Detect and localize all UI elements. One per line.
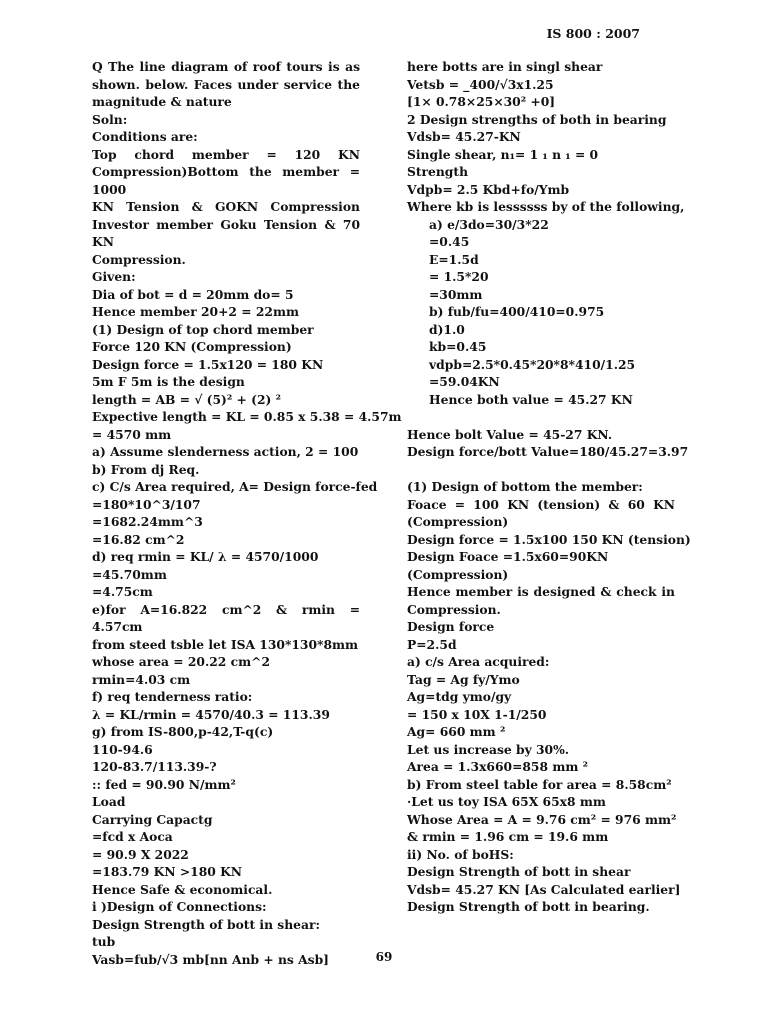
text-line: Design Strength of bott in shear xyxy=(407,864,631,879)
text-line: Strength xyxy=(407,164,469,179)
text-line: Expective length = KL = 0.85 x 5.38 = 4.57m xyxy=(92,409,402,424)
text-line: 120-83.7/113.39-? xyxy=(92,759,217,774)
text-line: Hence member is designed & check in xyxy=(407,584,675,599)
text-line: Compression. xyxy=(407,601,501,617)
text-line: Vdsb= 45.27-KN xyxy=(407,129,521,144)
text-line: = 4570 mm xyxy=(92,426,172,442)
text-line: Design force/bott Value=180/45.27=3.97 xyxy=(407,444,689,459)
text-line: Carrying Capactg xyxy=(92,811,213,827)
text-line: d)1.0 xyxy=(429,321,465,337)
text-line: Design force xyxy=(407,619,495,634)
page-header: IS 800 : 2007 xyxy=(546,26,640,41)
text-line: =30mm xyxy=(429,286,483,302)
text-line: = 90.9 X 2022 xyxy=(92,846,189,862)
text-line: Vdpb= 2.5 Kbd+fo/Ymb xyxy=(407,181,570,197)
text-line: length = AB = √ (5)² + (2) ² xyxy=(92,391,281,407)
text-line: c) C/s Area required, A= Design force-fed xyxy=(92,479,378,494)
text-line: Compression)Bottom the member = 1000 xyxy=(92,164,360,197)
text-line: Ag=tdg ymo/gy xyxy=(407,689,512,704)
text-line: =fcd x Aoca xyxy=(92,829,173,844)
text-line: 2 Design strengths of both in bearing xyxy=(407,111,667,127)
text-line: & rmin = 1.96 cm = 19.6 mm xyxy=(407,829,609,844)
text-line: tub xyxy=(92,934,116,949)
text-line: Hence bolt Value = 45-27 KN. xyxy=(407,426,613,442)
text-line: λ = KL/rmin = 4570/40.3 = 113.39 xyxy=(92,706,330,722)
right-column xyxy=(407,58,691,916)
text-line: Design Strength of bott in shear: xyxy=(92,916,320,932)
text-line: Let us increase by 30%. xyxy=(407,741,570,757)
text-line: Hence both value = 45.27 KN xyxy=(429,391,633,407)
text-line: E=1.5d xyxy=(429,251,479,267)
text-line: =16.82 cm^2 xyxy=(92,531,185,547)
text-line: =45.70mm xyxy=(92,566,167,582)
text-line: (Compression) xyxy=(407,514,509,529)
text-line: Design force = 1.5x100 150 KN (tension) xyxy=(407,531,691,547)
text-line: Load xyxy=(92,794,126,809)
text-line: Whose Area = A = 9.76 cm² = 976 mm² xyxy=(407,811,677,827)
text-line: whose area = 20.22 cm^2 xyxy=(92,654,271,669)
text-line: Design Strength of bott in bearing. xyxy=(407,899,650,914)
text-line: Investor member Goku Tension & 70 KN xyxy=(92,216,360,249)
text-line: Vetsb = _400/√3x1.25 xyxy=(407,76,554,92)
text-line: Area = 1.3x660=858 mm ² xyxy=(407,759,589,774)
text-line: i )Design of Connections: xyxy=(92,899,267,914)
text-line: [1× 0.78×25×30² +0] xyxy=(407,94,556,109)
text-line: :: fed = 90.90 N/mm² xyxy=(92,776,236,792)
text-line: Tag = Ag fy/Ymo xyxy=(407,671,520,687)
text-line: a) e/3do=30/3*22 xyxy=(429,216,549,232)
text-line: Foace = 100 KN (tension) & 60 KN xyxy=(407,496,675,512)
text-line: ii) No. of boHS: xyxy=(407,846,514,862)
text-line: 110-94.6 xyxy=(92,741,153,757)
text-line: g) from IS-800,p-42,T-q(c) xyxy=(92,724,274,739)
text-line: f) req tenderness ratio: xyxy=(92,689,253,704)
text-line: P=2.5d xyxy=(407,636,457,652)
text-line: Where kb is lessssss by of the following, xyxy=(407,199,685,214)
text-line xyxy=(407,461,675,479)
text-line: =4.75cm xyxy=(92,584,153,599)
text-line: a) Assume slenderness action, 2 = 100 xyxy=(92,444,359,459)
text-line: b) From steel table for area = 8.58cm² xyxy=(407,776,672,792)
text-line xyxy=(407,408,675,426)
text-line: b) From dj Req. xyxy=(92,461,200,477)
text-line: (1) Design of top chord member xyxy=(92,321,314,337)
text-line: =59.04KN xyxy=(429,374,500,389)
text-line: Vasb=fub/√3 mb[nn Anb + ns Asb] xyxy=(92,951,330,967)
text-line: (1) Design of bottom the member: xyxy=(407,479,643,494)
text-line: =0.45 xyxy=(429,234,470,249)
text-line: Q The line diagram of roof tours is as xyxy=(92,59,360,74)
text-line: b) fub/fu=400/410=0.975 xyxy=(429,304,605,319)
text-line: = 1.5*20 xyxy=(429,269,489,284)
text-line: Given: xyxy=(92,269,136,284)
text-line: vdpb=2.5*0.45*20*8*410/1.25 xyxy=(429,356,636,372)
text-line: Soln: xyxy=(92,111,128,127)
text-line: rmin=4.03 cm xyxy=(92,671,191,687)
text-line: KN Tension & GOKN Compression xyxy=(92,199,360,214)
text-line: 5m F 5m is the design xyxy=(92,374,245,389)
text-line: =183.79 KN >180 KN xyxy=(92,864,243,879)
text-line: Compression. xyxy=(92,251,186,267)
text-line: ·Let us toy ISA 65X 65x8 mm xyxy=(407,794,606,809)
text-line: Design Foace =1.5x60=90KN xyxy=(407,549,609,564)
text-line: Top chord member = 120 KN xyxy=(92,146,360,162)
text-line: Single shear, n₁= 1 ₁ n ₁ = 0 xyxy=(407,146,599,162)
text-line: Hence member 20+2 = 22mm xyxy=(92,304,299,319)
text-line: Vdsb= 45.27 KN [As Calculated earlier] xyxy=(407,881,681,897)
page-number: 69 xyxy=(375,950,393,964)
text-line: shown. below. Faces under service the xyxy=(92,76,360,92)
text-line: (Compression) xyxy=(407,566,509,582)
text-line: Conditions are: xyxy=(92,129,198,144)
text-line: Dia of bot = d = 20mm do= 5 xyxy=(92,286,294,302)
text-line: =180*10^3/107 xyxy=(92,496,201,512)
text-line: =1682.24mm^3 xyxy=(92,514,203,529)
text-line: a) c/s Area acquired: xyxy=(407,654,550,669)
text-line: Hence Safe & economical. xyxy=(92,881,273,897)
text-line: e)for A=16.822 cm^2 & rmin = 4.57cm xyxy=(92,601,360,634)
text-line: kb=0.45 xyxy=(429,339,487,354)
text-line: here botts are in singl shear xyxy=(407,59,603,74)
text-line: Ag= 660 mm ² xyxy=(407,724,506,739)
text-line: Force 120 KN (Compression) xyxy=(92,339,292,354)
text-line: Design force = 1.5x120 = 180 KN xyxy=(92,356,324,372)
text-line: = 150 x 10X 1-1/250 xyxy=(407,706,547,722)
text-line: magnitude & nature xyxy=(92,94,232,109)
text-line: d) req rmin = KL/ λ = 4570/1000 xyxy=(92,549,319,564)
text-line: from steed tsble let ISA 130*130*8mm xyxy=(92,636,359,652)
